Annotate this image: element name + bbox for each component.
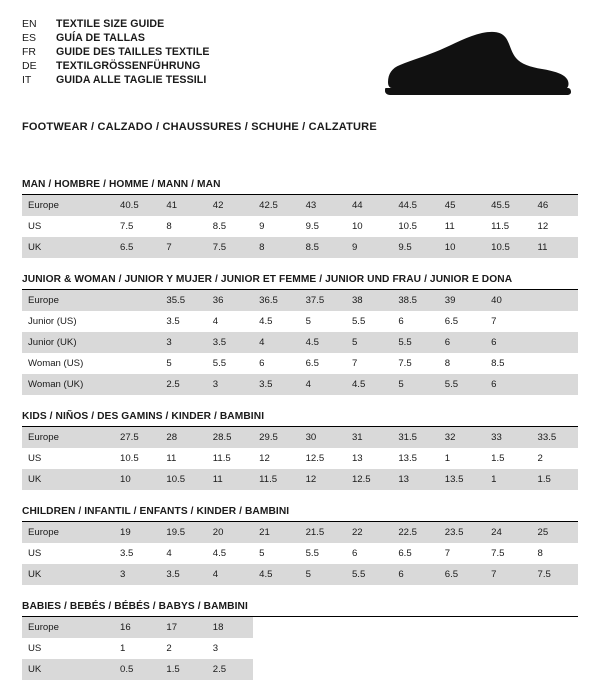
row-label: US	[28, 221, 42, 232]
cell	[114, 332, 160, 353]
row-label: Europe	[22, 195, 114, 216]
cell: 5	[392, 374, 438, 395]
cell-empty	[439, 617, 485, 638]
section-man	[22, 179, 578, 258]
cell: 2.5	[207, 659, 253, 680]
dress-shoe-icon	[382, 30, 572, 105]
cell: 4	[166, 548, 172, 559]
table-row	[22, 290, 578, 311]
cell: 10.5	[398, 221, 418, 232]
table-row	[22, 522, 578, 543]
cell-empty	[485, 659, 531, 680]
section-title: KIDS / NIÑOS / DES GAMINS / KINDER / BAMBINI	[22, 411, 578, 427]
cell: 8	[444, 358, 451, 369]
cell: 5	[166, 358, 172, 369]
language-row	[22, 46, 210, 60]
table-row	[22, 543, 578, 564]
cell: 3	[160, 332, 206, 353]
section-kids	[22, 411, 578, 490]
cell: 4.5	[212, 548, 227, 559]
cell-empty	[253, 617, 299, 638]
cell: 11.5	[212, 453, 231, 464]
language-title: GUIDA ALLE TAGLIE TESSILI	[56, 73, 207, 86]
cell: 25	[532, 522, 578, 543]
cell: 1	[444, 453, 451, 464]
cell-empty	[253, 638, 299, 659]
cell: 38.5	[392, 290, 438, 311]
cell: 45	[439, 195, 485, 216]
cell: 1	[120, 643, 126, 654]
cell: 4	[253, 332, 299, 353]
cell	[532, 374, 578, 395]
language-title: TEXTILGRÖSSENFÜHRUNG	[56, 59, 201, 72]
cell: 8	[537, 548, 543, 559]
cell: 13.5	[439, 469, 485, 490]
cell: 28	[160, 427, 206, 448]
table-row	[22, 638, 578, 659]
cell-empty	[300, 638, 346, 659]
cell: 0.5	[114, 659, 160, 680]
row-label: UK	[22, 237, 114, 258]
cell: 8	[166, 221, 172, 232]
table-row	[22, 448, 578, 469]
cell: 5.5	[212, 358, 227, 369]
cell: 5.5	[351, 316, 366, 327]
cell: 21.5	[300, 522, 346, 543]
cell: 4	[212, 316, 219, 327]
language-title: TEXTILE SIZE GUIDE	[56, 18, 165, 30]
cell: 3.5	[160, 564, 206, 585]
cell: 22.5	[392, 522, 438, 543]
cell-empty	[532, 638, 578, 659]
cell: 36	[207, 290, 253, 311]
row-label: US	[28, 548, 42, 559]
cell: 9.5	[392, 237, 438, 258]
table-row	[22, 237, 578, 258]
cell: 24	[485, 522, 531, 543]
row-label: Woman (US)	[28, 358, 84, 369]
cell: 5	[259, 548, 265, 559]
cell: 39	[439, 290, 485, 311]
cell-empty	[485, 638, 531, 659]
section-title: CHILDREN / INFANTIL / ENFANTS / KINDER / BAMBINI	[22, 506, 578, 522]
cell: 12	[259, 453, 270, 464]
cell: 7.5	[120, 221, 134, 232]
cell: 3.5	[207, 332, 253, 353]
table-row	[22, 374, 578, 395]
cell: 12.5	[346, 469, 392, 490]
cell: 40.5	[114, 195, 160, 216]
section-title: MAN / HOMBRE / HOMME / MANN / MAN	[22, 179, 578, 195]
section-junior-woman	[22, 274, 578, 395]
cell: 7	[160, 237, 206, 258]
row-label: Europe	[22, 427, 114, 448]
cell: 6	[439, 332, 485, 353]
row-label: US	[28, 643, 42, 654]
cell: 6.5	[305, 358, 319, 369]
language-row	[22, 18, 210, 32]
cell: 3	[212, 643, 219, 654]
cell-empty	[392, 638, 438, 659]
language-code: IT	[22, 73, 32, 86]
cell: 4.5	[259, 316, 273, 327]
table-row	[22, 216, 578, 237]
cell: 6	[398, 316, 404, 327]
cell: 13	[392, 469, 438, 490]
cell: 3.5	[253, 374, 299, 395]
row-label: Europe	[22, 522, 114, 543]
cell: 13.5	[398, 453, 418, 464]
cell	[114, 311, 160, 332]
language-code: EN	[22, 18, 37, 30]
cell: 33	[485, 427, 531, 448]
section-babies	[22, 601, 578, 680]
cell: 19	[114, 522, 160, 543]
cell: 6.5	[114, 237, 160, 258]
cell-empty	[346, 617, 392, 638]
cell: 31.5	[392, 427, 438, 448]
cell: 4.5	[253, 564, 299, 585]
cell: 10	[439, 237, 485, 258]
cell: 11	[166, 453, 177, 464]
cell: 9.5	[305, 221, 319, 232]
size-table-children	[22, 522, 578, 585]
cell: 11	[207, 469, 253, 490]
cell: 4	[207, 564, 253, 585]
cell: 7.5	[398, 358, 412, 369]
cell: 8.5	[212, 221, 227, 232]
cell: 10.5	[160, 469, 206, 490]
table-row	[22, 353, 578, 374]
table-row	[22, 195, 578, 216]
cell: 12	[537, 221, 549, 232]
cell: 6	[259, 358, 265, 369]
cell: 1.5	[532, 469, 578, 490]
cell-empty	[392, 617, 438, 638]
cell: 6.5	[444, 316, 459, 327]
cell: 3.5	[166, 316, 180, 327]
language-code: FR	[22, 45, 36, 58]
cell: 9	[346, 237, 392, 258]
cell: 7.5	[207, 237, 253, 258]
language-code: ES	[22, 31, 37, 44]
cell: 4	[300, 374, 346, 395]
cell: 1.5	[160, 659, 206, 680]
cell: 6.5	[439, 564, 485, 585]
size-table-kids	[22, 427, 578, 490]
row-label: Junior (UK)	[22, 332, 114, 353]
cell: 8.5	[491, 358, 505, 369]
row-label: UK	[22, 564, 114, 585]
cell: 7	[351, 358, 358, 369]
table-row	[22, 617, 578, 638]
cell	[114, 353, 160, 374]
cell-empty	[439, 659, 485, 680]
cell: 5.5	[346, 564, 392, 585]
row-label: Europe	[22, 617, 114, 638]
cell: 11	[532, 237, 578, 258]
cell: 6.5	[398, 548, 412, 559]
cell: 2.5	[160, 374, 206, 395]
cell: 28.5	[207, 427, 253, 448]
cell-empty	[532, 617, 578, 638]
size-table-man	[22, 195, 578, 258]
cell: 11.5	[491, 221, 510, 232]
cell: 8	[253, 237, 299, 258]
cell: 2	[537, 453, 543, 464]
cell	[532, 311, 578, 332]
cell: 7.5	[532, 564, 578, 585]
row-label: Junior (US)	[28, 316, 77, 327]
cell: 9	[259, 221, 265, 232]
table-row	[22, 332, 578, 353]
cell: 11.5	[253, 469, 299, 490]
cell-empty	[485, 617, 531, 638]
cell: 33.5	[532, 427, 578, 448]
cell	[532, 353, 578, 374]
cell-empty	[532, 659, 578, 680]
size-table-babies	[22, 617, 578, 680]
cell: 5	[300, 564, 346, 585]
cell: 12.5	[305, 453, 325, 464]
row-label: Woman (UK)	[22, 374, 114, 395]
language-row	[22, 74, 210, 88]
cell-empty	[300, 659, 346, 680]
cell: 6	[392, 564, 438, 585]
cell: 35.5	[160, 290, 206, 311]
cell	[114, 290, 160, 311]
cell	[532, 290, 578, 311]
cell: 32	[439, 427, 485, 448]
cell: 4.5	[300, 332, 346, 353]
table-row	[22, 564, 578, 585]
cell: 6	[351, 548, 358, 559]
cell-empty	[392, 659, 438, 680]
cell: 10	[114, 469, 160, 490]
cell: 7.5	[491, 548, 505, 559]
category-title: FOOTWEAR / CALZADO / CHAUSSURES / SCHUHE / CALZATURE	[22, 121, 377, 133]
size-table-junior-woman	[22, 290, 578, 395]
cell: 29.5	[253, 427, 299, 448]
cell: 13	[351, 453, 363, 464]
cell: 42.5	[253, 195, 299, 216]
cell: 16	[114, 617, 160, 638]
table-row	[22, 659, 578, 680]
cell: 2	[166, 643, 172, 654]
section-title: BABIES / BEBÉS / BÉBÉS / BABYS / BAMBINI	[22, 601, 578, 617]
row-label: US	[28, 453, 42, 464]
page-header	[22, 18, 578, 105]
row-label: UK	[22, 469, 114, 490]
cell: 10	[351, 221, 363, 232]
cell: 18	[207, 617, 253, 638]
cell	[114, 374, 160, 395]
language-title: GUIDE DES TAILLES TEXTILE	[56, 45, 210, 58]
cell: 22	[346, 522, 392, 543]
cell: 7	[485, 564, 531, 585]
cell: 5.5	[439, 374, 485, 395]
cell: 6	[485, 332, 531, 353]
cell: 20	[207, 522, 253, 543]
cell-empty	[346, 638, 392, 659]
table-row	[22, 469, 578, 490]
language-row	[22, 32, 210, 46]
language-row	[22, 60, 210, 74]
cell: 5.5	[392, 332, 438, 353]
cell: 31	[346, 427, 392, 448]
cell: 5	[305, 316, 311, 327]
cell: 42	[207, 195, 253, 216]
cell: 11	[444, 221, 455, 232]
cell: 1	[485, 469, 531, 490]
cell: 45.5	[485, 195, 531, 216]
cell: 3	[114, 564, 160, 585]
cell: 4.5	[346, 374, 392, 395]
cell: 41	[160, 195, 206, 216]
cell: 37.5	[300, 290, 346, 311]
cell: 23.5	[439, 522, 485, 543]
cell: 3	[207, 374, 253, 395]
row-label: Europe	[22, 290, 114, 311]
cell: 7	[444, 548, 451, 559]
table-row	[22, 311, 578, 332]
section-children	[22, 506, 578, 585]
cell-empty	[439, 638, 485, 659]
cell: 8.5	[300, 237, 346, 258]
language-title-list	[22, 18, 210, 88]
cell: 6	[485, 374, 531, 395]
cell: 5.5	[305, 548, 319, 559]
row-label: UK	[22, 659, 114, 680]
cell-empty	[253, 659, 299, 680]
cell: 46	[532, 195, 578, 216]
language-code: DE	[22, 59, 37, 72]
cell-empty	[300, 617, 346, 638]
cell: 27.5	[114, 427, 160, 448]
cell: 10.5	[120, 453, 139, 464]
cell: 36.5	[253, 290, 299, 311]
cell: 21	[253, 522, 299, 543]
cell: 30	[300, 427, 346, 448]
cell: 10.5	[485, 237, 531, 258]
cell: 17	[160, 617, 206, 638]
cell	[532, 332, 578, 353]
cell: 12	[300, 469, 346, 490]
cell: 44.5	[392, 195, 438, 216]
cell: 38	[346, 290, 392, 311]
cell: 19.5	[160, 522, 206, 543]
section-title: JUNIOR & WOMAN / JUNIOR Y MUJER / JUNIOR ET FEMME / JUNIOR UND FRAU / JUNIOR E DONA	[22, 274, 578, 290]
cell-empty	[346, 659, 392, 680]
table-row	[22, 427, 578, 448]
cell: 3.5	[120, 548, 134, 559]
cell: 5	[346, 332, 392, 353]
cell: 43	[300, 195, 346, 216]
cell: 1.5	[491, 453, 505, 464]
cell: 44	[346, 195, 392, 216]
cell: 40	[485, 290, 531, 311]
cell: 7	[491, 316, 497, 327]
language-title: GUÍA DE TALLAS	[56, 31, 146, 44]
